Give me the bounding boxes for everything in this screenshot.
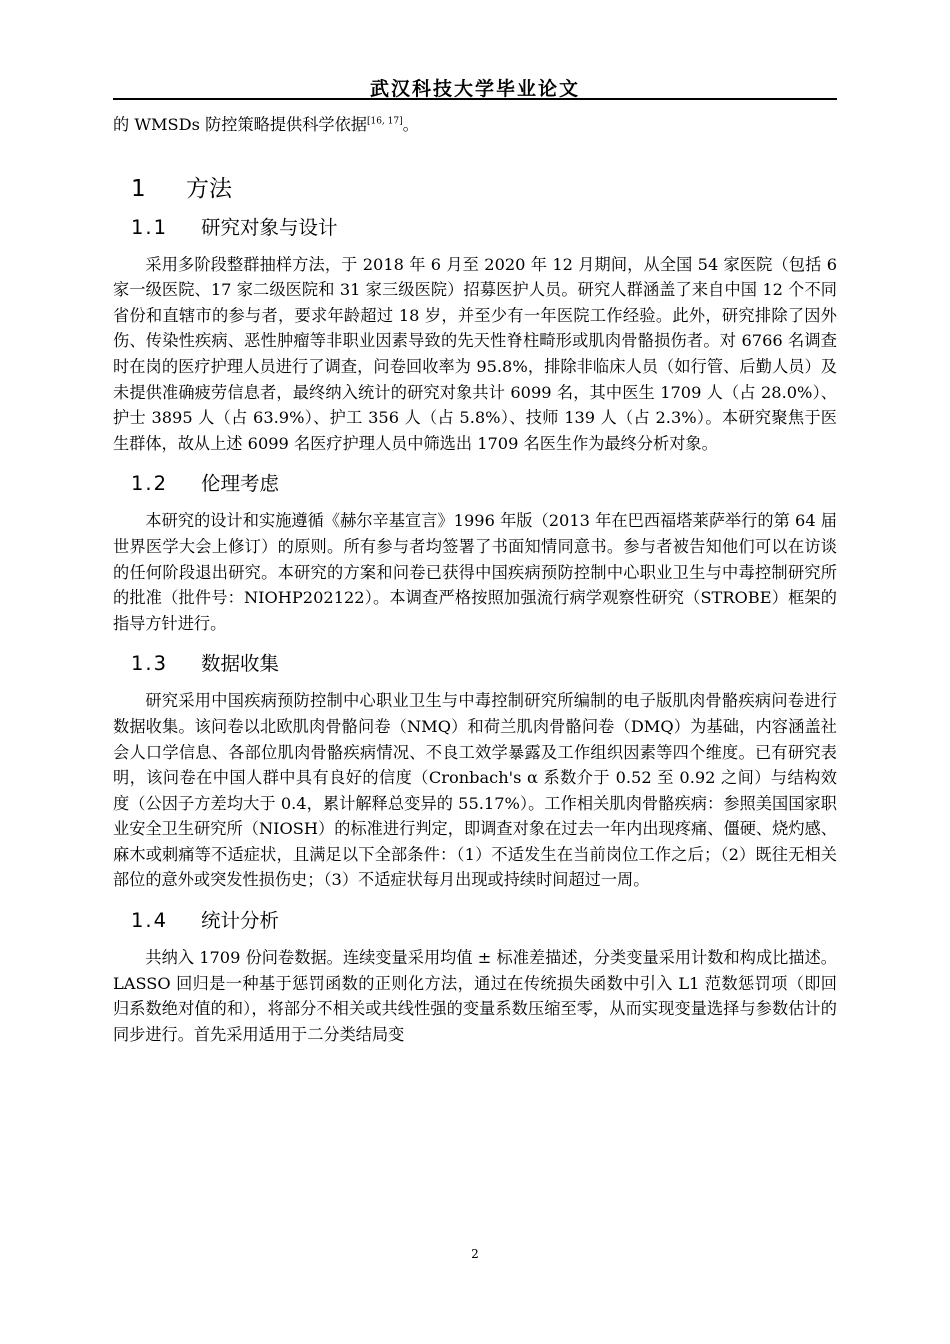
page-body bbox=[113, 112, 837, 1047]
paragraph-statistics: 共纳入 1709 份问卷数据。连续变量采用均值 ± 标准差描述，分类变量采用计数和构成比描述。LASSO 回归是一种基于惩罚函数的正则化方法，通过在传统损失函数中引入 L1 范数惩罚项（即回归系数绝对值的和），将部分不相关或共线性强的变量系数压缩至零，从而实现变量选择与参数估计的同步进行。首先采用适用于二分类结局变 bbox=[113, 948, 837, 1044]
subsection-heading-1-3 bbox=[131, 650, 837, 678]
header-divider bbox=[113, 98, 837, 100]
subsection-heading-1-2 bbox=[131, 470, 837, 498]
subsection-title: 统计分析 bbox=[201, 909, 280, 933]
citation: [16, 17] bbox=[366, 116, 403, 127]
subsection-title: 数据收集 bbox=[201, 652, 280, 676]
subsection-number: 1.3 bbox=[131, 652, 169, 676]
section-heading-1 bbox=[131, 174, 837, 204]
subsection-heading-1-4 bbox=[131, 907, 837, 935]
intro-end: 。 bbox=[402, 115, 419, 134]
section-number: 1 bbox=[131, 175, 146, 202]
intro-paragraph bbox=[113, 112, 837, 138]
subsection-number: 1.2 bbox=[131, 472, 169, 496]
paragraph-data-collection: 研究采用中国疾病预防控制中心职业卫生与中毒控制研究所编制的电子版肌肉骨骼疾病问卷进行数据收集。该问卷以北欧肌肉骨骼问卷（NMQ）和荷兰肌肉骨骼问卷（DMQ）为基础，内容涵盖社会人口学信息、各部位肌肉骨骼疾病情况、不良工效学暴露及工作组织因素等四个维度。已有研究表明，该问卷在中国人群中具有良好的信度（Cronbach's α 系数介于 0.52 至 0.92 之间）与结构效度（公因子方差均大于 0.4，累计解释总变异的 55.17%）。工作相关肌肉骨骼疾病：参照美国国家职业安全卫生研究所（NIOSH）的标准进行判定，即调查对象在过去一年内出现疼痛、僵硬、烧灼感、麻木或刺痛等不适症状，且满足以下全部条件：（1）不适发生在当前岗位工作之后；（2）既往无相关部位的意外或突发性损伤史；（3）不适症状每月出现或持续时间超过一周。 bbox=[113, 691, 837, 890]
page-number: 2 bbox=[471, 1247, 479, 1261]
subsection-number: 1.1 bbox=[131, 215, 169, 239]
intro-text: 的 WMSDs 防控策略提供科学依据 bbox=[113, 115, 367, 134]
subsection-title: 伦理考虑 bbox=[201, 472, 280, 496]
subsection-title: 研究对象与设计 bbox=[201, 215, 338, 239]
running-header-title: 武汉科技大学毕业论文 bbox=[369, 78, 580, 100]
subsection-heading-1-1 bbox=[131, 214, 837, 242]
subsection-number: 1.4 bbox=[131, 909, 169, 933]
paragraph-ethics: 本研究的设计和实施遵循《赫尔辛基宣言》1996 年版（2013 年在巴西福塔莱萨举行的第 64 届世界医学大会上修订）的原则。所有参与者均签署了书面知情同意书。参与者被告知他们可以在访谈的任何阶段退出研究。本研究的方案和问卷已获得中国疾病预防控制中心职业卫生与中毒控制研究所的批准（批件号：NIOHP202122）。本调查严格按照加强流行病学观察性研究（STROBE）框架的指导方针进行。 bbox=[113, 511, 837, 633]
paragraph-study-design: 采用多阶段整群抽样方法，于 2018 年 6 月至 2020 年 12 月期间，从全国 54 家医院（包括 6 家一级医院、17 家二级医院和 31 家三级医院）招募医护人员。研究人群涵盖了来自中国 12 个不同省份和直辖市的参与者，要求年龄超过 18 岁，并至少有一年医院工作经验。此外，研究排除了因外伤、传染性疾病、恶性肿瘤等非职业因素导致的先天性脊柱畸形或肌肉骨骼损伤者。对 6766 名调查时在岗的医疗护理人员进行了调查，问卷回收率为 95.8%，排除非临床人员（如行管、后勤人员）及未提供准确疲劳信息者，最终纳入统计的研究对象共计 6099 名，其中医生 1709 人（占 28.0%）、护士 3895 人（占 63.9%）、护工 356 人（占 5.8%）、技师 139 人（占 2.3%）。本研究聚焦于医生群体，故从上述 6099 名医疗护理人员中筛选出 1709 名医生作为最终分析对象。 bbox=[113, 254, 837, 453]
section-title: 方法 bbox=[186, 175, 232, 202]
